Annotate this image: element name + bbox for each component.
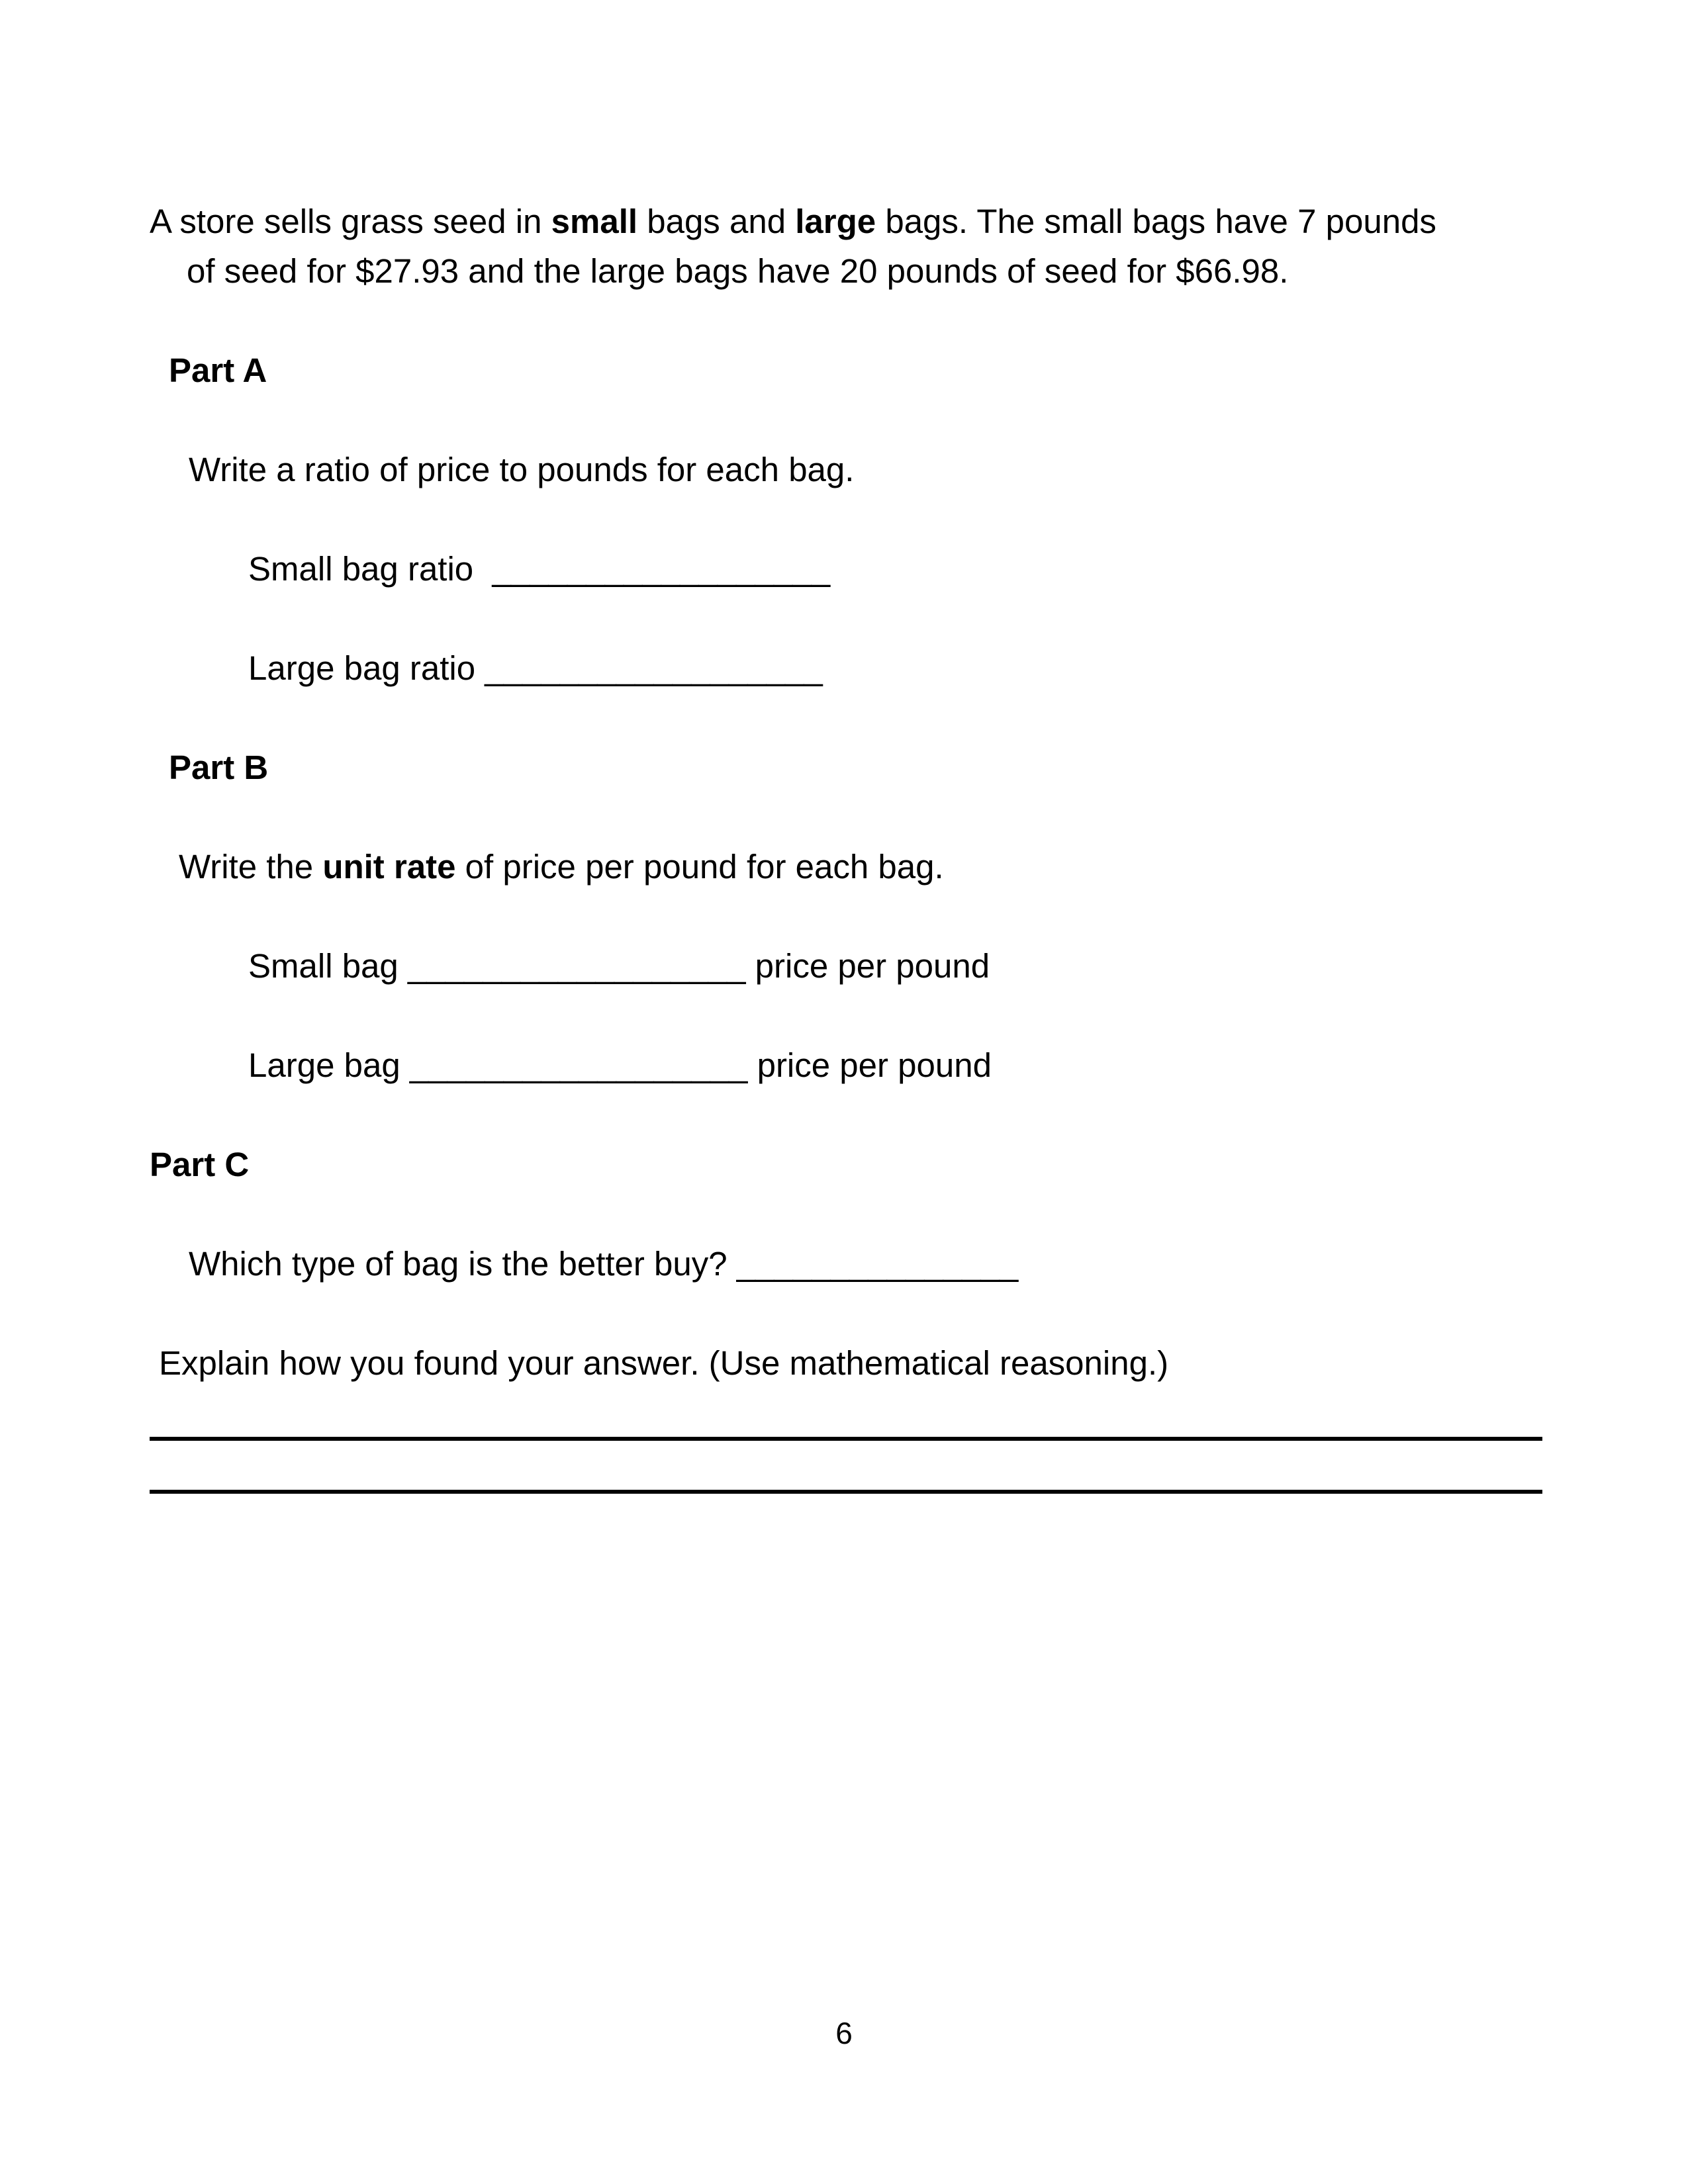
intro-line-2: of seed for $27.93 and the large bags have 20 pounds of seed for $66.98.	[187, 252, 1289, 290]
intro-line-1: A store sells grass seed in small bags and large bags. The small bags have 7 pounds	[150, 203, 1436, 240]
answer-line-2[interactable]	[150, 1490, 1542, 1494]
part-b-prompt: Write the unit rate of price per pound for each bag.	[179, 848, 944, 886]
answer-line-1[interactable]	[150, 1437, 1542, 1441]
large-bag-ratio-blank[interactable]: Large bag ratio __________________	[248, 649, 823, 687]
small-bag-unit-rate-blank[interactable]: Small bag __________________ price per pound	[248, 947, 990, 985]
part-b-heading: Part B	[169, 749, 269, 786]
part-a-prompt: Write a ratio of price to pounds for each bag.	[189, 451, 855, 488]
small-bag-ratio-blank[interactable]: Small bag ratio __________________	[248, 550, 831, 588]
page-number: 6	[835, 2016, 853, 2050]
better-buy-question[interactable]: Which type of bag is the better buy? _______________	[189, 1245, 1019, 1283]
part-a-heading: Part A	[169, 351, 267, 389]
large-bag-unit-rate-blank[interactable]: Large bag __________________ price per pound	[248, 1046, 992, 1084]
part-c-heading: Part C	[150, 1146, 250, 1183]
explain-prompt: Explain how you found your answer. (Use mathematical reasoning.)	[159, 1344, 1169, 1382]
